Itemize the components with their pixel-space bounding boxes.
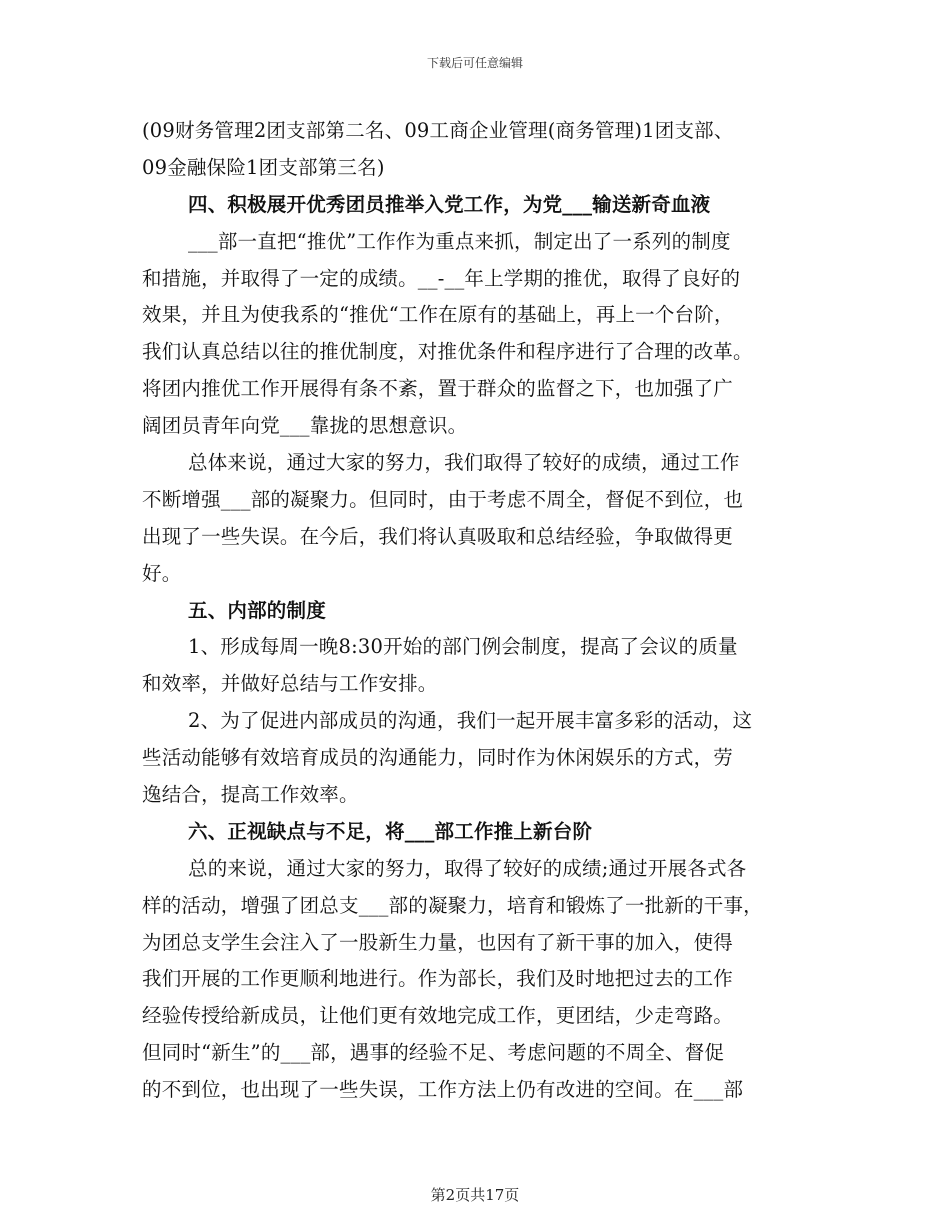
paragraph-line: 和措施，并取得了一定的成绩。__-__年上学期的推优，取得了良好的	[142, 266, 741, 290]
numbered-item-continuation: 逸结合，提高工作效率。	[142, 783, 359, 807]
paragraph-line: 的不到位，也出现了一些失误，工作方法上仍有改进的空间。在___部	[142, 1078, 744, 1102]
page-footer: 第2页共17页	[430, 1186, 520, 1204]
paragraph-line: 但同时“新生”的___部，遇事的经验不足、考虑问题的不周全、督促	[142, 1041, 725, 1065]
paragraph-line: 不断增强___部的凝聚力。但同时，由于考虑不周全，督促不到位，也	[142, 487, 744, 511]
paragraph-line: 好。	[142, 561, 182, 585]
paragraph-line: 我们认真总结以往的推优制度，对推优条件和程序进行了合理的改革。	[142, 340, 753, 364]
paragraph-line: 经验传授给新成员，让他们更有效地完成工作，更团结，少走弯路。	[142, 1004, 734, 1028]
page-header: 下载后可任意编辑	[426, 56, 523, 70]
paragraph-line: 我们开展的工作更顺利地进行。作为部长，我们及时地把过去的工作	[142, 967, 734, 991]
paragraph-line: 总的来说，通过大家的努力，取得了较好的成绩;通过开展各式各	[188, 856, 747, 880]
section-heading: 四、积极展开优秀团员推举入党工作，为党___输送新奇血液	[188, 192, 711, 216]
section-heading: 五、内部的制度	[188, 598, 326, 622]
document-body	[142, 113, 807, 1109]
paragraph-line: 总体来说，通过大家的努力，我们取得了较好的成绩，通过工作	[188, 451, 740, 475]
paragraph-line: 效果，并且为使我系的“推优“工作在原有的基础上，再上一个台阶，	[142, 303, 734, 327]
text-line: (09财务管理2团支部第二名、09工商企业管理(商务管理)1团支部、	[142, 119, 734, 142]
paragraph-line: 阔团员青年向党___靠拢的思想意识。	[142, 414, 468, 438]
paragraph-line: ___部一直把“推优”工作作为重点来抓，制定出了一系列的制度	[188, 229, 731, 253]
paragraph-line: 将团内推优工作开展得有条不紊，置于群众的监督之下，也加强了广	[142, 377, 734, 401]
numbered-item: 2、为了促进内部成员的沟通，我们一起开展丰富多彩的活动，这	[188, 709, 753, 733]
numbered-item-continuation: 些活动能够有效培育成员的沟通能力，同时作为休闲娱乐的方式，劳	[142, 746, 734, 770]
section-heading: 六、正视缺点与不足，将___部工作推上新台阶	[188, 819, 593, 843]
paragraph-line: 样的活动，增强了团总支___部的凝聚力，培育和锻炼了一批新的干事，	[142, 893, 763, 917]
numbered-item: 1、形成每周一晚8:30开始的部门例会制度，提高了会议的质量	[188, 635, 738, 659]
paragraph-line: 出现了一些失误。在今后，我们将认真吸取和总结经验，争取做得更	[142, 524, 734, 548]
numbered-item-continuation: 和效率，并做好总结与工作安排。	[142, 672, 438, 696]
text-line: 09金融保险1团支部第三名)	[142, 155, 385, 179]
paragraph-line: 为团总支学生会注入了一股新生力量，也因有了新干事的加入，使得	[142, 930, 734, 954]
